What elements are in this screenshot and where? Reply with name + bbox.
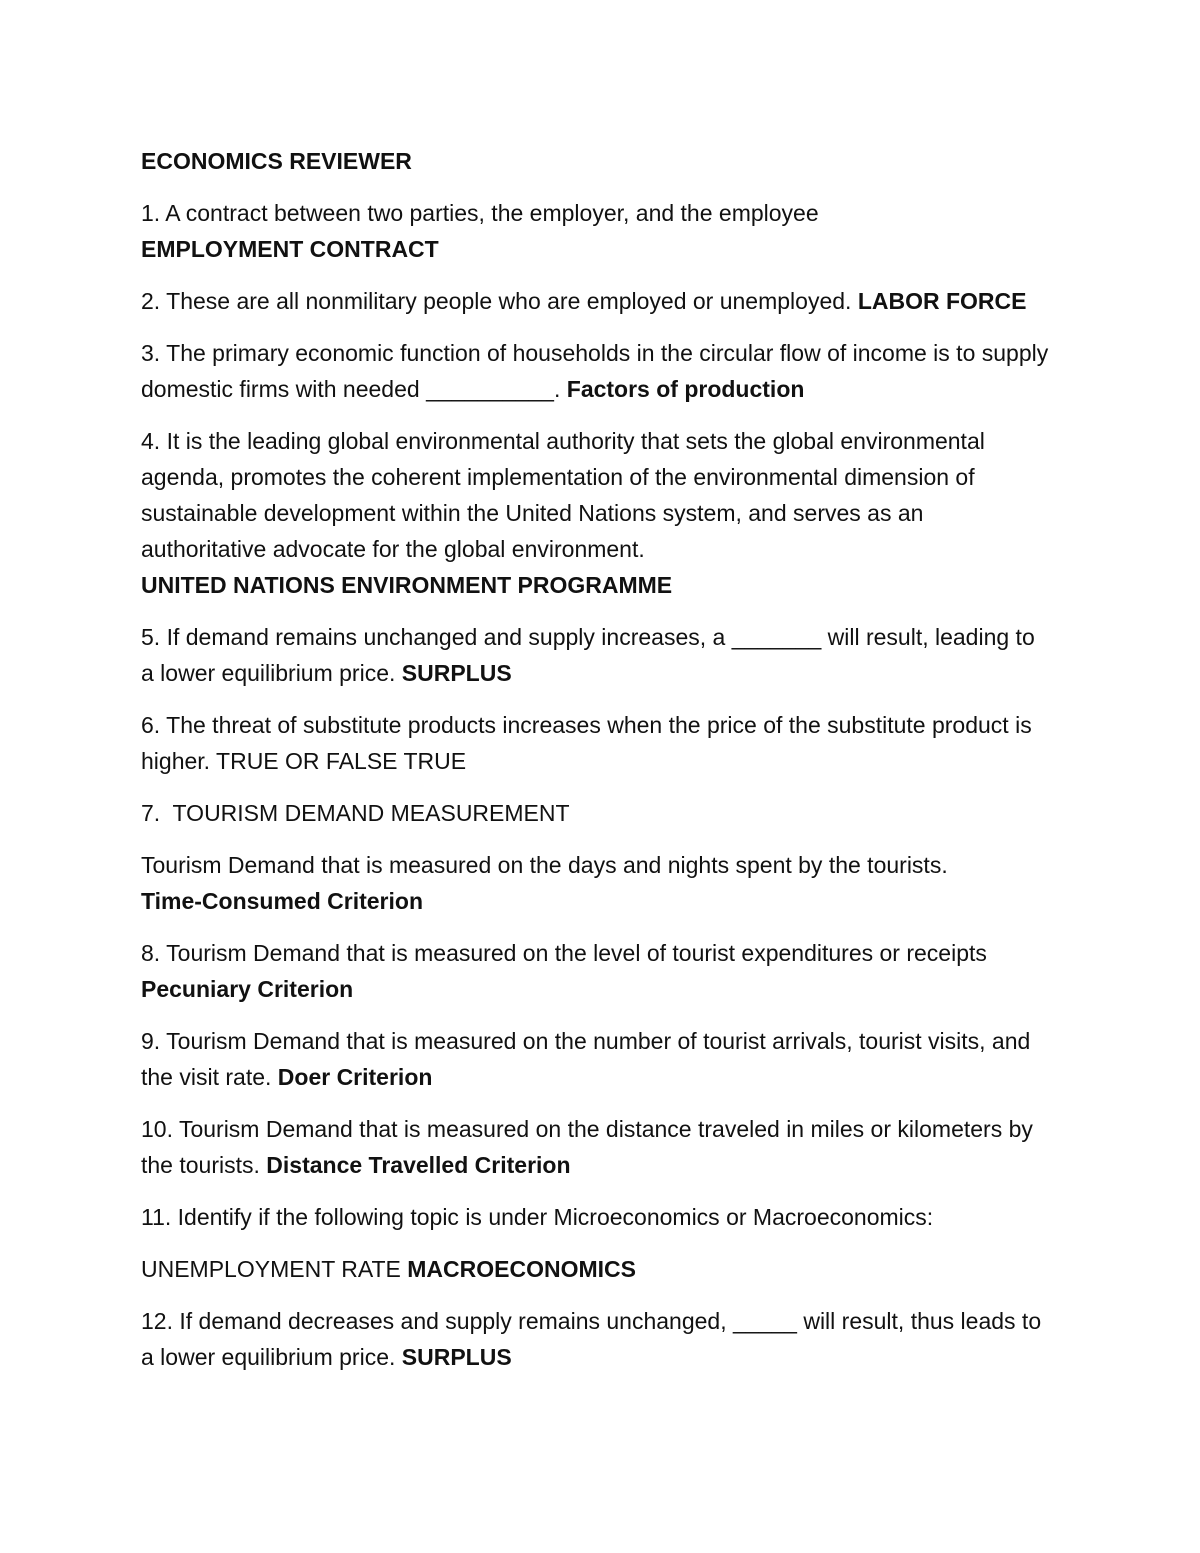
answer-text: UNITED NATIONS ENVIRONMENT PROGRAMME [141,572,673,598]
question-item-7 [141,847,1051,919]
question-item-8 [141,935,1051,1007]
question-item-4 [141,423,1051,603]
question-text: 1. A contract between two parties, the employer, and the employee [141,200,819,226]
question-text: 4. It is the leading global environmental authority that sets the global environmental agenda, promotes the coherent implementation of the environmental dimension of sustainable development within the United Nations system, and serves as an authoritative advocate for the global environment. [141,428,985,562]
question-item-7-heading [141,795,1051,831]
question-item-10 [141,1111,1051,1183]
question-item-3 [141,335,1051,407]
question-item-2 [141,283,1051,319]
answer-text: EMPLOYMENT CONTRACT [141,236,439,262]
question-item-5 [141,619,1051,691]
question-text: 5. If demand remains unchanged and supply increases, a _______ will result, leading to a lower equilibrium price. [141,624,1035,686]
question-text: UNEMPLOYMENT RATE [141,1256,401,1282]
question-item-9 [141,1023,1051,1095]
question-text: 11. Identify if the following topic is under Microeconomics or Macroeconomics: [141,1204,934,1230]
answer-text: Factors of production [566,376,805,402]
question-text: 2. These are all nonmilitary people who are employed or unemployed. [141,288,852,314]
question-text: 3. The primary economic function of households in the circular flow of income is to supply domestic firms with needed __________. [141,340,1049,402]
question-text: 6. The threat of substitute products increases when the price of the substitute product is higher. TRUE OR FALSE TRUE [141,712,1032,774]
question-text: Tourism Demand that is measured on the days and nights spent by the tourists. [141,852,948,878]
question-text: 12. If demand decreases and supply remains unchanged, _____ will result, thus leads to a lower equilibrium price. [141,1308,1042,1370]
answer-text: Pecuniary Criterion [141,976,354,1002]
document-body [141,143,1051,1391]
answer-text: LABOR FORCE [857,288,1027,314]
answer-text: MACROECONOMICS [407,1256,636,1282]
question-item-1 [141,195,1051,267]
question-item-12 [141,1303,1051,1375]
document-title: ECONOMICS REVIEWER [141,148,412,174]
question-item-11-topic [141,1251,1051,1287]
question-item-11 [141,1199,1051,1235]
question-item-6 [141,707,1051,779]
answer-text: SURPLUS [401,660,512,686]
section-heading: 7. TOURISM DEMAND MEASUREMENT [141,800,570,826]
answer-text: SURPLUS [401,1344,512,1370]
question-text: 10. Tourism Demand that is measured on the distance traveled in miles or kilometers by the tourists. [141,1116,1033,1178]
question-text: 9. Tourism Demand that is measured on the number of tourist arrivals, tourist visits, and the visit rate. [141,1028,1031,1090]
answer-text: Distance Travelled Criterion [266,1152,571,1178]
answer-text: Time-Consumed Criterion [141,888,423,914]
question-text: 8. Tourism Demand that is measured on the level of tourist expenditures or receipts [141,940,987,966]
answer-text: Doer Criterion [277,1064,433,1090]
